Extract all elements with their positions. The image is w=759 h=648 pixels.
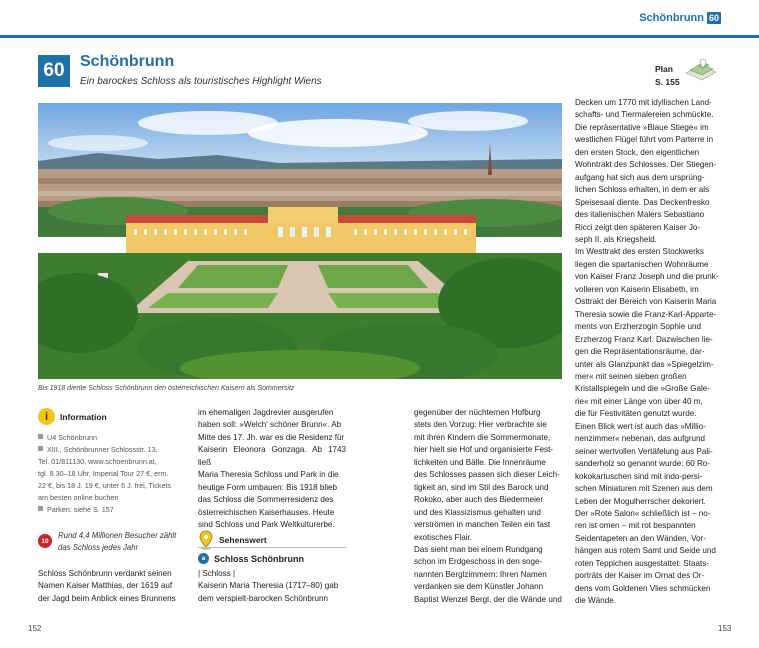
page-number-right: 153 bbox=[718, 624, 732, 633]
photo-caption: Bis 1918 diente Schloss Schönbrunn den österreichischen Kaisern als Sommersitz bbox=[38, 385, 295, 392]
info-title: Information bbox=[60, 411, 107, 422]
info-item: am besten online buchen bbox=[38, 493, 119, 502]
tip-text: Rund 4,4 Millionen Besucher zählt das Schloss jedes Jahr bbox=[58, 531, 177, 552]
info-item: Parken: siehe S. 157 bbox=[38, 504, 188, 516]
header-rule bbox=[0, 35, 759, 38]
text-column-3: gegenüber der nüchternen Hofburg stets den Vorzug: Hier verbrachte sie mit ihren Kindern die Sommermonate, hier hielt sie Hof und organisierte Fest- lichkeiten und Bälle. Die Innenräume des Schlosses passen sich dieser Leich- tigkeit an, sind im Stil des Barock und Rokoko, aber auch des Biedermeier und des Klassizismus gehalten und verströmen in manchen Teilen ein fast exotisches Flair. Das sieht man bei einem Rundgang schon im Erdgeschoss in den soge- nannten Berglzimmern: Ihren Namen verdanken sie dem Künstler Johann Baptist Wenzel Bergl, der die Wände und bbox=[414, 408, 562, 604]
plan-page: S. 155 bbox=[655, 77, 680, 87]
chapter-title: Schönbrunn bbox=[80, 53, 175, 70]
sight-text: | Schloss | Kaiserin Maria Theresia (1717–80) gab dem verspielt-barocken Schönbrunn bbox=[198, 569, 339, 603]
chapter-number: 60 bbox=[38, 55, 70, 87]
schloss-photo bbox=[38, 103, 562, 379]
bullet-square bbox=[38, 446, 43, 451]
info-item: U4 Schönbrunn bbox=[38, 432, 188, 444]
running-head-label: Schönbrunn bbox=[639, 12, 704, 24]
info-item: XIII., Schönbrunner Schlossstr. 13, bbox=[38, 444, 188, 456]
chapter-subtitle: Ein barockes Schloss als touristisches Highlight Wiens bbox=[80, 76, 322, 87]
tip-badge: 10 bbox=[38, 534, 52, 548]
plan-reference bbox=[655, 63, 680, 89]
info-item: Tel. 01/811130, www.schoenbrunn.at, bbox=[38, 457, 157, 466]
running-head-number: 60 bbox=[708, 13, 719, 23]
sight-badge: a bbox=[198, 553, 209, 564]
sight-entry bbox=[198, 553, 304, 564]
info-heading bbox=[38, 408, 107, 425]
palace-illustration bbox=[38, 103, 562, 379]
running-head bbox=[639, 12, 721, 24]
plan-label: Plan bbox=[655, 64, 673, 74]
page-number-left: 152 bbox=[28, 624, 42, 633]
info-list bbox=[38, 432, 188, 516]
tip-box bbox=[38, 530, 188, 554]
text-column-1: Schloss Schönbrunn verdankt seinen Namen Kaiser Matthias, der 1619 auf der Jagd beim Anblick eines Brunnens bbox=[38, 569, 176, 603]
sight-divider bbox=[198, 547, 346, 548]
info-item: tgl. 8.30–18 Uhr, Imperial Tour 27 €, erm. bbox=[38, 469, 169, 478]
bullet-square bbox=[38, 434, 43, 439]
info-icon: i bbox=[38, 408, 55, 425]
map-icon bbox=[684, 57, 718, 83]
sight-name: Schloss Schönbrunn bbox=[214, 553, 305, 564]
sight-title: Sehenswert bbox=[219, 535, 267, 545]
bullet-square bbox=[38, 506, 43, 511]
text-column-2: im ehemaligen Jagdrevier ausgerufen haben soll: »Welch' schöner Brunn«. Ab Mitte des 17. Jh. war es die Residenz für Kaiserin Eleonora Gonzaga. Ab 1743 ließ Maria Theresia Schloss und Park in die heutige Form umbauen: Bis 1918 blieb das Schloss die Sommerresidenz des österreichischen Kaiserhauses. Heute sind Schloss und Park Weltkulturerbe. bbox=[198, 408, 346, 530]
info-item: 22 €, bis 18 J. 19 €, unter 6 J. frei, Tickets bbox=[38, 481, 172, 490]
text-column-4: Decken um 1770 mit idyllischen Land- schafts- und Tiermalereien schmückte. Die repräsentative »Blaue Stiege« im westlichen Flügel führt vom Parterre in den ersten Stock, den eigentlichen Wohntrakt des Schlosses. Der Stiegen- aufgang hat sich aus dem ursprüng- lichen Schloss erhalten, in dem er als Speisesaal diente. Das Deckenfresko des italienischen Malers Sebastiano Ricci zeigt den späteren Kaiser Jo- seph II. als Kriegsheld. Im Westtrakt des ersten Stockwerks liegen die spartanischen Wohnräume von Kaiser Franz Joseph und die prunk- volleren von Kaiserin Elisabeth, im Osttrakt der Bereich von Kaiserin Maria Theresia sowie die Franz-Karl-Apparte- ments von Erzherzogin Sophie und Erzherzog Franz Karl. Dazwischen lie- gen die Repräsentationsräume, dar- unter als Glanzpunkt das »Spiegelzim- mer« mit seinen sieben großen Kristallspiegeln und die »Große Gale- rie« mit einer Länge von über 40 m, die für Festivitäten genutzt wurde. Einen Blick wert ist auch das »Millio- nenzimmer« nebenan, das aufgrund seiner wertvollen Vertäfelung aus Pali- sanderholz so genannt wurde: 60 Ro- kokokartuschen sind mit indo-persi- schen Miniaturen mit Szenen aus dem Leben der Mogulherrscher dekoriert. Der »Rote Salon« schließlich ist – no- ren ist omen – mit rot bespannten Seidentapeten an den Wänden, Vor- hängen aus rotem Samt und Seide und roten Teppichen ausgestattet: Staats- porträts der Kaiser im Ornat des Or- dens vom Goldenen Vlies schmücken die Wände. bbox=[575, 98, 719, 606]
